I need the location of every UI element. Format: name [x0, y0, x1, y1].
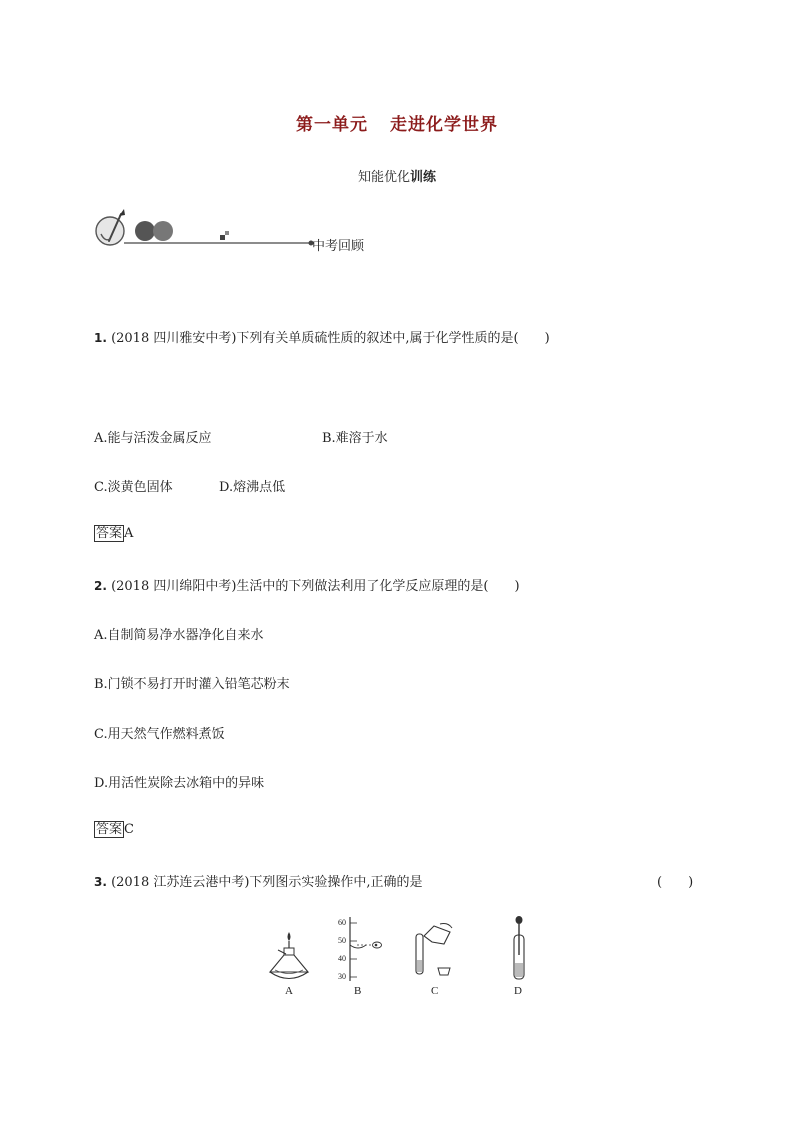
pouring-liquid-icon [408, 920, 460, 982]
q1-option-d: D.熔沸点低 [219, 480, 286, 495]
figure-a-label: A [285, 985, 293, 997]
page-subtitle [0, 166, 794, 185]
q1-option-c: C.淡黄色固体 [94, 480, 173, 495]
question-number: 2. [94, 579, 107, 593]
question-stem: (2018 四川绵阳中考)生活中的下列做法利用了化学反应原理的是( ) [111, 579, 520, 594]
dot-icon [153, 221, 173, 241]
q2-option-a: A.自制简易净水器净化自来水 [94, 628, 264, 643]
q2-option-c: C.用天然气作燃料煮饭 [94, 727, 225, 742]
section-label: 中考回顾 [312, 239, 365, 254]
figure-c-label: C [431, 985, 439, 997]
cylinder-tick-50: 50 [338, 936, 346, 945]
subtitle-regular: 知能优化 [357, 170, 410, 185]
question-number: 3. [94, 875, 107, 889]
dropper-icon [504, 915, 534, 983]
answer-value: A [124, 526, 134, 541]
figure-b-label: B [354, 985, 362, 997]
answer-label: 答案 [96, 822, 123, 837]
q1-option-a: A.能与活泼金属反应 [94, 431, 212, 446]
question-2 [94, 575, 520, 594]
page-title [0, 110, 794, 135]
title-topic: 走进化学世界 [390, 115, 498, 135]
question-stem: (2018 四川雅安中考)下列有关单质硫性质的叙述中,属于化学性质的是( ) [111, 331, 550, 346]
dot-icon [135, 221, 155, 241]
section-banner-graphic [94, 206, 334, 256]
figure-d [504, 915, 534, 983]
square-icon [225, 231, 229, 235]
figure-d-label: D [514, 985, 522, 997]
section-banner [94, 206, 334, 256]
cylinder-tick-60: 60 [338, 918, 346, 927]
answer-value: C [124, 822, 134, 837]
title-unit: 第一单元 [296, 115, 368, 135]
answer-label: 答案 [96, 526, 123, 541]
question-3 [94, 871, 423, 890]
cylinder-tick-30: 30 [338, 972, 346, 981]
figure-c [408, 920, 460, 982]
q2-answer [94, 821, 134, 838]
alcohol-lamp-icon [264, 930, 314, 985]
q2-option-d: D.用活性炭除去冰箱中的异味 [94, 776, 265, 791]
q1-answer [94, 525, 133, 542]
question-1 [94, 327, 550, 346]
q2-option-b: B.门锁不易打开时灌入铅笔芯粉末 [94, 677, 290, 692]
question-number: 1. [94, 331, 107, 345]
figure-b [330, 915, 390, 985]
figure-a [264, 930, 314, 985]
square-icon [220, 235, 225, 240]
cylinder-tick-40: 40 [338, 954, 346, 963]
q1-option-b: B.难溶于水 [322, 431, 388, 446]
q3-answer-bracket: ( ) [657, 875, 694, 890]
subtitle-bold: 训练 [410, 170, 437, 185]
question-stem: (2018 江苏连云港中考)下列图示实验操作中,正确的是 [111, 875, 423, 890]
